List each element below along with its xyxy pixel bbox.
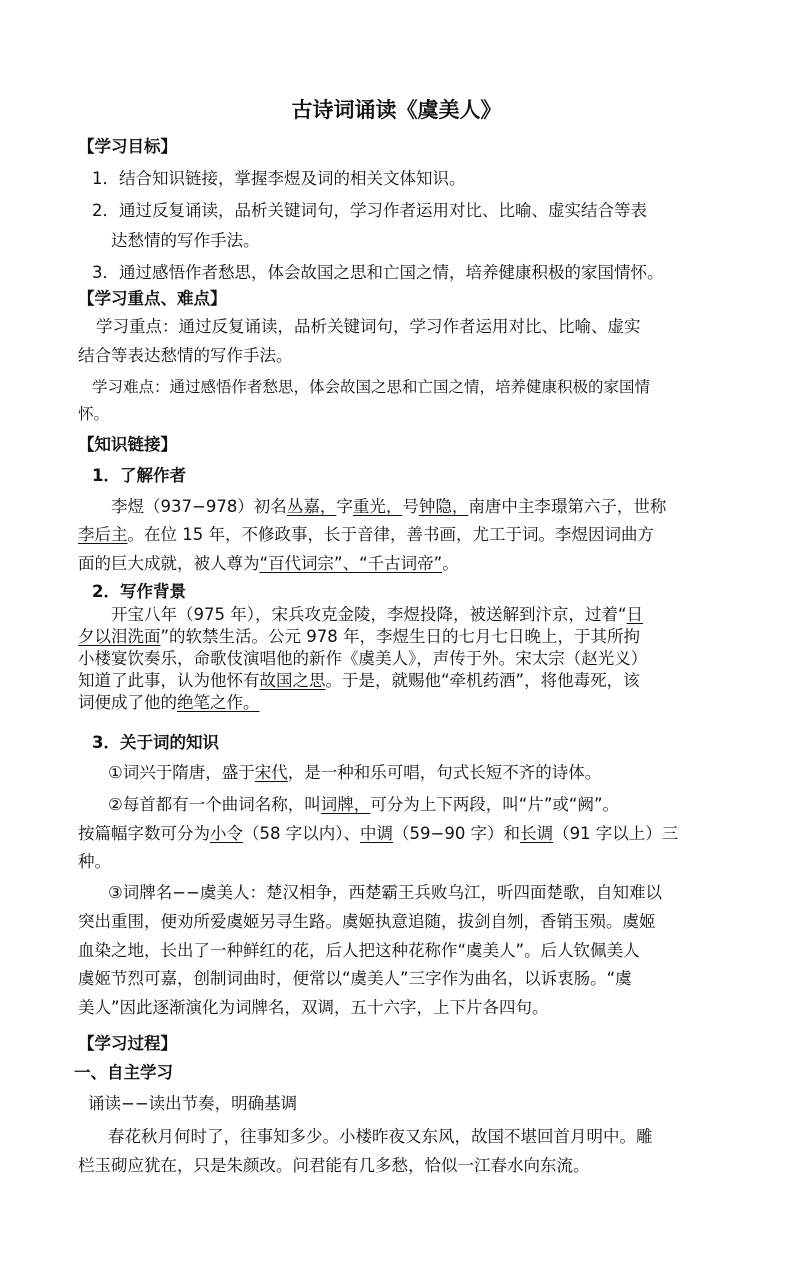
ci-paragraph-line <box>108 762 601 784</box>
underlined-term: 长调 <box>520 824 554 843</box>
author-paragraph-line <box>111 496 666 518</box>
ci-paragraph-line <box>78 823 678 845</box>
author-paragraph-line <box>78 524 654 546</box>
text: 。 <box>442 554 459 573</box>
ci-paragraph-line: 美人”因此逐渐演化为词牌名，双调，五十六字，上下片各四句。 <box>78 998 549 1017</box>
text: 知道了此事，认为他怀有 <box>78 671 260 690</box>
page-title: 古诗词诵读《虞美人》 <box>291 98 502 122</box>
key-point-text: 结合等表达愁情的写作手法。 <box>78 346 293 365</box>
underlined-term: 钟隐， <box>418 497 469 516</box>
text: 。在位 15 年，不修政事，长于音律，善书画，尤工于词。李煜因词曲方 <box>127 525 654 544</box>
knowledge-heading: 【知识链接】 <box>78 435 177 454</box>
ci-paragraph-line: ③词牌名−−虞美人：楚汉相争，西楚霸王兵败乌江，听四面楚歌，自知难以 <box>108 883 662 902</box>
objective-item: 2．通过反复诵读，品析关键词句，学习作者运用对比、比喻、虚实结合等表 <box>92 201 647 220</box>
author-heading: 1．了解作者 <box>92 466 186 485</box>
text: ①词兴于隋唐，盛于 <box>108 763 255 782</box>
underlined-term: 日 <box>626 605 644 624</box>
objective-item: 1．结合知识链接，掌握李煜及词的相关文体知识。 <box>92 169 466 188</box>
underlined-term: 李后主 <box>78 525 128 544</box>
task-text: 诵读−−读出节奏，明确基调 <box>88 1094 298 1113</box>
difficulty-text: 怀。 <box>78 405 110 423</box>
author-paragraph-line <box>78 553 459 575</box>
ci-paragraph-line: 种。 <box>78 852 111 871</box>
objective-item: 达愁情的写作手法。 <box>111 231 260 250</box>
text: 可分为上下两段，叫“片”或“阙”。 <box>370 795 619 814</box>
background-paragraph-line <box>78 670 640 692</box>
text: （91 字以上）三 <box>553 824 679 843</box>
objective-item: 3．通过感悟作者愁思，体会故国之思和亡国之情，培养健康积极的家国情怀。 <box>92 263 664 282</box>
text: ②每首都有一个曲词名称，叫 <box>108 795 321 814</box>
key-point-text: 学习重点：通过反复诵读，品析关键词句，学习作者运用对比、比喻、虚实 <box>96 317 641 336</box>
text: ”的软禁生活。公元 978 年，李煜生日的七月七日晚上，于其所拘 <box>160 627 641 646</box>
ci-paragraph-line: 血染之地，长出了一种鲜红的花，后人把这种花称作“虞美人”。后人钦佩美人 <box>78 941 640 960</box>
ci-paragraph-line: 突出重围，便劝所爱虞姬另寻生路。虞姬执意追随，拔剑自刎，香销玉殒。虞姬 <box>78 912 656 931</box>
text: 号 <box>402 497 419 516</box>
text: 。于是，就赐他“牵机药酒”，将他毒死，该 <box>325 671 640 690</box>
text: （58 字以内）、 <box>243 824 360 843</box>
poem-line: 栏玉砌应犹在，只是朱颜改。问君能有几多愁，恰似一江春水向东流。 <box>78 1156 590 1175</box>
text: 词便成了他的 <box>78 693 177 712</box>
background-paragraph-line: 小楼宴饮奏乐，命歌伎演唱他的新作《虞美人》，声传于外。宋太宗（赵光义） <box>78 649 648 668</box>
underlined-term: 故国之思 <box>259 671 326 690</box>
text: 南唐中主李璟第六子，世称 <box>468 497 667 516</box>
text: ，是一种和乐可唱，句式长短不齐的诗体。 <box>287 763 602 782</box>
focus-heading: 【学习重点、难点】 <box>78 289 227 308</box>
text: 按篇幅字数可分为 <box>78 824 210 843</box>
text: 李煜（937−978）初名 <box>111 497 287 516</box>
objectives-heading: 【学习目标】 <box>78 137 177 156</box>
background-heading: 2．写作背景 <box>92 582 186 601</box>
ci-paragraph-line <box>108 794 619 816</box>
underlined-term: 夕以泪洗面 <box>78 627 161 646</box>
background-paragraph-line <box>78 692 260 714</box>
underlined-term: 小令 <box>210 824 243 843</box>
background-paragraph-line <box>78 626 640 648</box>
ci-paragraph-line: 虞姬节烈可嘉，创制词曲时，便常以“虞美人”三字作为曲名，以诉衷肠。“虞 <box>78 969 632 988</box>
difficulty-text: 学习难点：通过感悟作者愁思，体会故国之思和亡国之情，培养健康积极的家国情 <box>92 378 651 396</box>
underlined-term: “百代词宗”、“千古词帝” <box>259 554 443 573</box>
ci-knowledge-heading: 3．关于词的知识 <box>92 733 219 752</box>
underlined-term: 宋代 <box>254 763 288 782</box>
underlined-term: 绝笔之作。 <box>177 693 260 712</box>
text: 字 <box>336 497 353 516</box>
background-paragraph-line <box>111 604 643 626</box>
underlined-term: 中调 <box>360 824 393 843</box>
underlined-term: 丛嘉， <box>286 497 337 516</box>
section-heading: 一、自主学习 <box>74 1063 173 1082</box>
poem-line: 春花秋月何时了，往事知多少。小楼昨夜又东风，故国不堪回首月明中。雕 <box>108 1127 653 1146</box>
process-heading: 【学习过程】 <box>78 1034 177 1053</box>
text: 面的巨大成就，被人尊为 <box>78 554 260 573</box>
underlined-term: 重光， <box>352 497 403 516</box>
underlined-term: 词牌， <box>320 795 371 814</box>
text: 开宝八年（975 年），宋兵攻克金陵，李煜投降，被送解到汴京，过着“ <box>111 605 627 624</box>
text: （59−90 字）和 <box>393 824 521 843</box>
